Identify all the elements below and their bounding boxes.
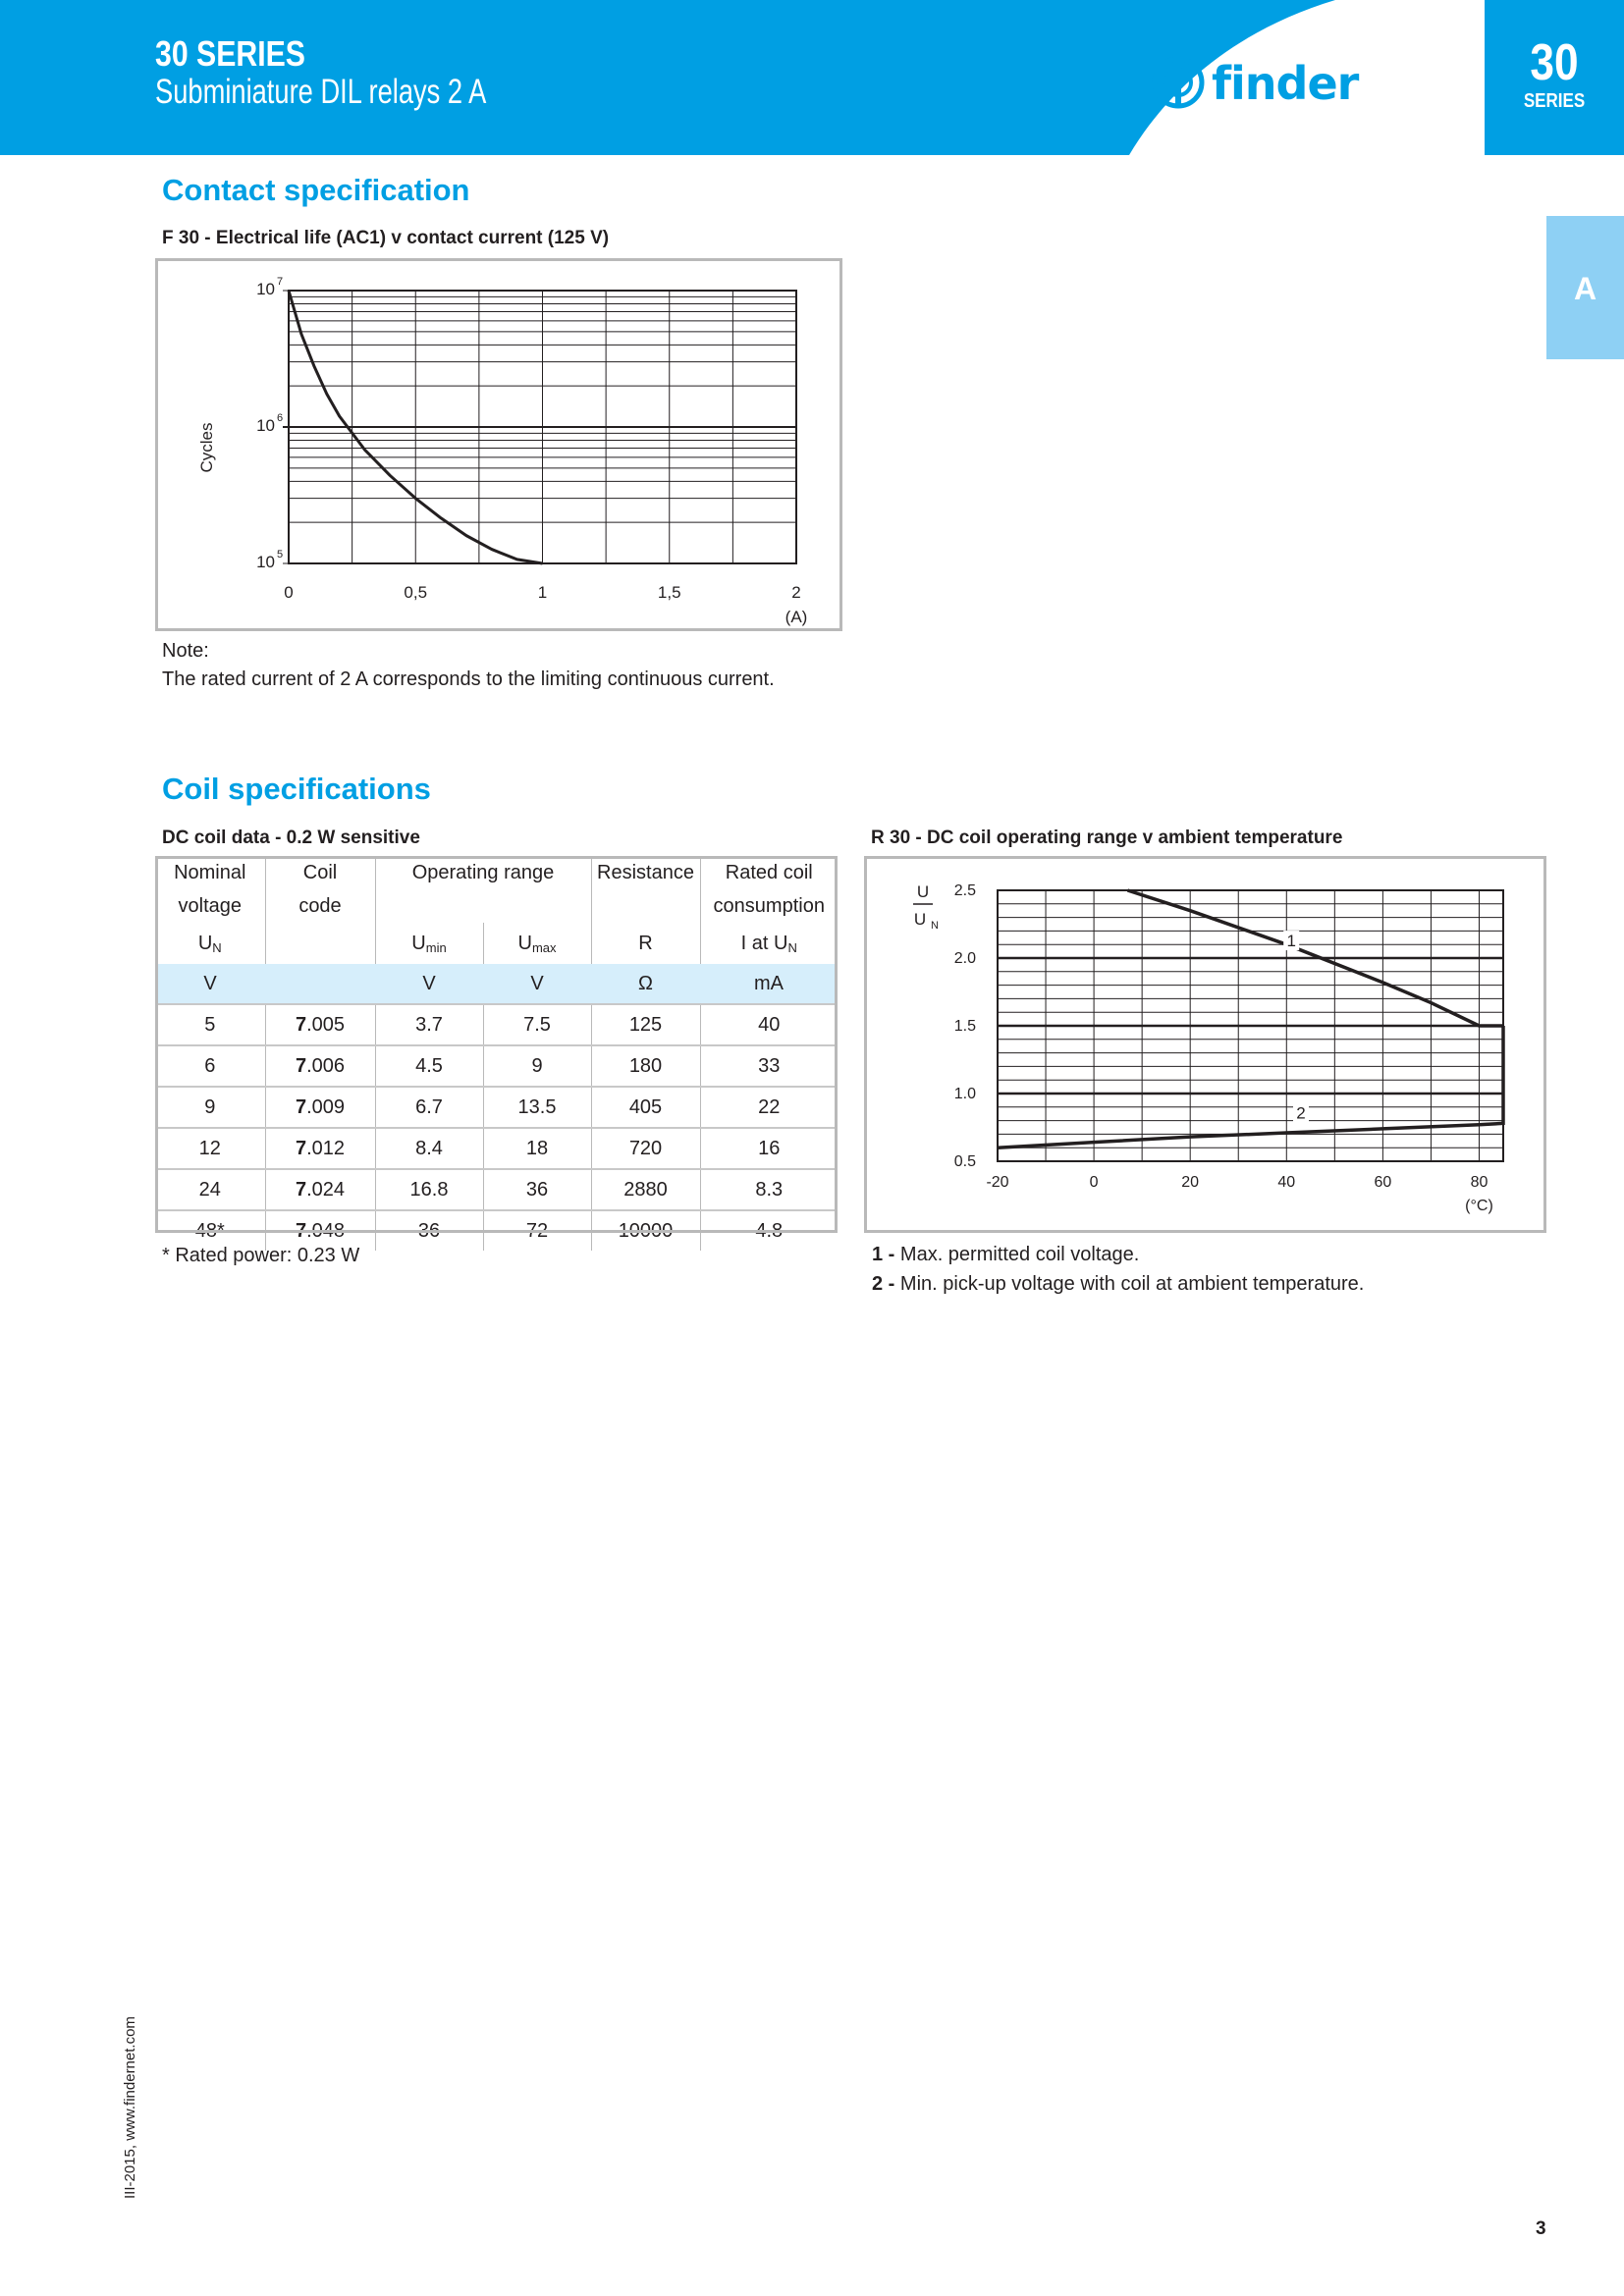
series-badge-label: SERIES [1523, 90, 1586, 112]
coil-code-prefix: 7 [295, 1013, 307, 1036]
cell-consumption: 22 [700, 1087, 838, 1128]
cell-umin: 3.7 [375, 1004, 483, 1045]
coil-code-suffix: .009 [306, 1095, 346, 1118]
cell-umax: 36 [483, 1169, 591, 1210]
cell-nominal-voltage: 12 [155, 1128, 265, 1169]
x-tick-label: 2 [791, 583, 801, 602]
note-text: The rated current of 2 A corresponds to the limiting continuous current. [162, 668, 775, 690]
x-axis-label: (A) [785, 608, 808, 626]
note-label: Note: [162, 640, 209, 662]
legend-item-1-text: Max. permitted coil voltage. [899, 1244, 1140, 1265]
series-subtitle: Subminiature DIL relays 2 A [155, 73, 487, 111]
coil-data-table [155, 856, 838, 1251]
cell-resistance: 2880 [591, 1169, 700, 1210]
contact-heading: Contact specification [162, 173, 470, 207]
y-tick-label: 0.5 [953, 1153, 976, 1170]
coil-heading: Coil specifications [162, 772, 431, 806]
cell-umin: 16.8 [375, 1169, 483, 1210]
y-tick-label: 1.5 [953, 1018, 976, 1035]
coil-operating-range-chart [867, 859, 1543, 1230]
header-code: code [265, 889, 375, 923]
table-row [155, 1004, 838, 1045]
y-tick-label: 1.0 [953, 1086, 976, 1102]
cell-umax: 72 [483, 1210, 591, 1251]
symbol-i: I at $U_N$ [700, 923, 838, 964]
unit-umin: V [375, 964, 483, 1004]
legend-item-2-num: 2 - [872, 1273, 895, 1295]
x-tick-label: 1 [537, 583, 548, 602]
legend-item-1 [872, 1244, 1139, 1266]
unit-resistance: Ω [591, 964, 700, 1004]
cell-coil-code [265, 1128, 375, 1169]
cell-nominal-voltage: 48* [155, 1210, 265, 1251]
x-tick-label: 0 [284, 583, 294, 602]
x-tick-label: 60 [1374, 1174, 1392, 1191]
y-tick-label: 2.0 [953, 950, 976, 967]
header-rated: Rated coil [700, 856, 838, 889]
cell-umax: 13.5 [483, 1087, 591, 1128]
coil-code-prefix: 7 [295, 1178, 307, 1201]
cell-umax: 7.5 [483, 1004, 591, 1045]
life-chart-frame [155, 258, 842, 631]
x-tick-label: 20 [1181, 1174, 1200, 1191]
cell-umin: 8.4 [375, 1128, 483, 1169]
coil-code-prefix: 7 [295, 1137, 307, 1159]
cell-consumption: 16 [700, 1128, 838, 1169]
symbol-umin: $U_{min}$ [375, 923, 483, 964]
y-axis-label-numerator: U [916, 882, 930, 901]
footer-side-text: III-2015, www.findernet.com [122, 2016, 138, 2199]
legend-item-2 [872, 1273, 1364, 1296]
coil-code-prefix: 7 [295, 1054, 307, 1077]
y-tick-exponent: 6 [277, 412, 284, 424]
header-voltage: voltage [178, 894, 242, 917]
cell-coil-code [265, 1087, 375, 1128]
table-row [155, 1128, 838, 1169]
finder-logo-icon [1151, 55, 1206, 110]
table-header-row-1 [155, 856, 838, 889]
cell-coil-code [265, 1004, 375, 1045]
cell-umin: 36 [375, 1210, 483, 1251]
series-badge-number: 30 [1530, 34, 1579, 91]
cell-nominal-voltage: 9 [155, 1087, 265, 1128]
cell-resistance: 125 [591, 1004, 700, 1045]
x-tick-label: -20 [986, 1174, 1009, 1191]
cell-consumption: 40 [700, 1004, 838, 1045]
table-unit-row [155, 964, 838, 1004]
coil-code-suffix: .048 [306, 1219, 346, 1242]
table-footnote: * Rated power: 0.23 W [162, 1245, 360, 1266]
header-consumption: consumption [700, 889, 838, 923]
y-axis-label-denominator: U [913, 910, 927, 929]
series-badge [1485, 0, 1624, 116]
table-symbol-row [155, 923, 838, 964]
cell-coil-code [265, 1045, 375, 1087]
y-tick-label: 10 [256, 416, 275, 435]
x-tick-label: 80 [1470, 1174, 1489, 1191]
cell-umax: 18 [483, 1128, 591, 1169]
cell-resistance: 720 [591, 1128, 700, 1169]
table-header-row-2 [155, 889, 838, 923]
header-nominal: Nominal [174, 861, 246, 883]
y-tick-label: 2.5 [953, 882, 976, 899]
unit-umax: V [483, 964, 591, 1004]
cell-umin: 6.7 [375, 1087, 483, 1128]
y-tick-exponent: 5 [277, 549, 284, 561]
table-row [155, 1045, 838, 1087]
symbol-umax: $U_{max}$ [483, 923, 591, 964]
electrical-life-chart [158, 261, 839, 628]
section-tab-label: A [1573, 271, 1597, 306]
table-row [155, 1087, 838, 1128]
header-resistance: Resistance [591, 856, 700, 889]
header-operating-range: Operating range [375, 856, 591, 889]
series-title: 30 SERIES [155, 33, 305, 74]
cell-nominal-voltage: 24 [155, 1169, 265, 1210]
y-tick-exponent: 7 [277, 276, 284, 288]
coil-code-suffix: .005 [306, 1013, 346, 1036]
page-number: 3 [1536, 2218, 1546, 2239]
legend-item-2-text: Min. pick-up voltage with coil at ambient temperature. [899, 1273, 1365, 1295]
symbol-un: $U_N$ [197, 932, 222, 955]
cell-coil-code [265, 1169, 375, 1210]
cell-nominal-voltage: 5 [155, 1004, 265, 1045]
coil-code-prefix: 7 [295, 1095, 307, 1118]
x-tick-label: 40 [1277, 1174, 1296, 1191]
cell-resistance: 180 [591, 1045, 700, 1087]
x-tick-label: 0,5 [404, 583, 428, 602]
y-axis-label: Cycles [197, 422, 216, 473]
coil-code-suffix: .012 [306, 1137, 346, 1159]
symbol-r: R [591, 923, 700, 964]
cell-resistance: 10000 [591, 1210, 700, 1251]
cell-resistance: 405 [591, 1087, 700, 1128]
range-chart-frame [864, 856, 1546, 1233]
coil-chart-caption: R 30 - DC coil operating range v ambient temperature [871, 828, 1343, 848]
coil-code-suffix: .006 [306, 1054, 346, 1077]
y-tick-label: 10 [256, 553, 275, 571]
section-tab [1546, 216, 1624, 359]
x-tick-label: 1,5 [657, 583, 681, 602]
cell-nominal-voltage: 6 [155, 1045, 265, 1087]
series-2-label: 2 [1296, 1103, 1306, 1123]
series-1-label: 1 [1286, 932, 1296, 951]
y-axis-label-denominator-sub: N [931, 920, 939, 932]
cell-consumption: 4.8 [700, 1210, 838, 1251]
table-row [155, 1169, 838, 1210]
contact-chart-caption: F 30 - Electrical life (AC1) v contact current (125 V) [162, 228, 610, 248]
coil-table-caption: DC coil data - 0.2 W sensitive [162, 828, 420, 848]
x-tick-label: 0 [1089, 1174, 1099, 1191]
cell-umax: 9 [483, 1045, 591, 1087]
header-coil: Coil [265, 856, 375, 889]
x-axis-label: (°C) [1465, 1198, 1493, 1214]
cell-consumption: 8.3 [700, 1169, 838, 1210]
coil-code-suffix: .024 [306, 1178, 346, 1201]
brand-name: finder [1212, 57, 1359, 110]
cell-consumption: 33 [700, 1045, 838, 1087]
unit-voltage: V [155, 964, 265, 1004]
legend-item-1-num: 1 - [872, 1244, 895, 1265]
unit-current: mA [700, 964, 838, 1004]
cell-umin: 4.5 [375, 1045, 483, 1087]
coil-code-prefix: 7 [295, 1219, 307, 1242]
y-tick-label: 10 [256, 280, 275, 298]
